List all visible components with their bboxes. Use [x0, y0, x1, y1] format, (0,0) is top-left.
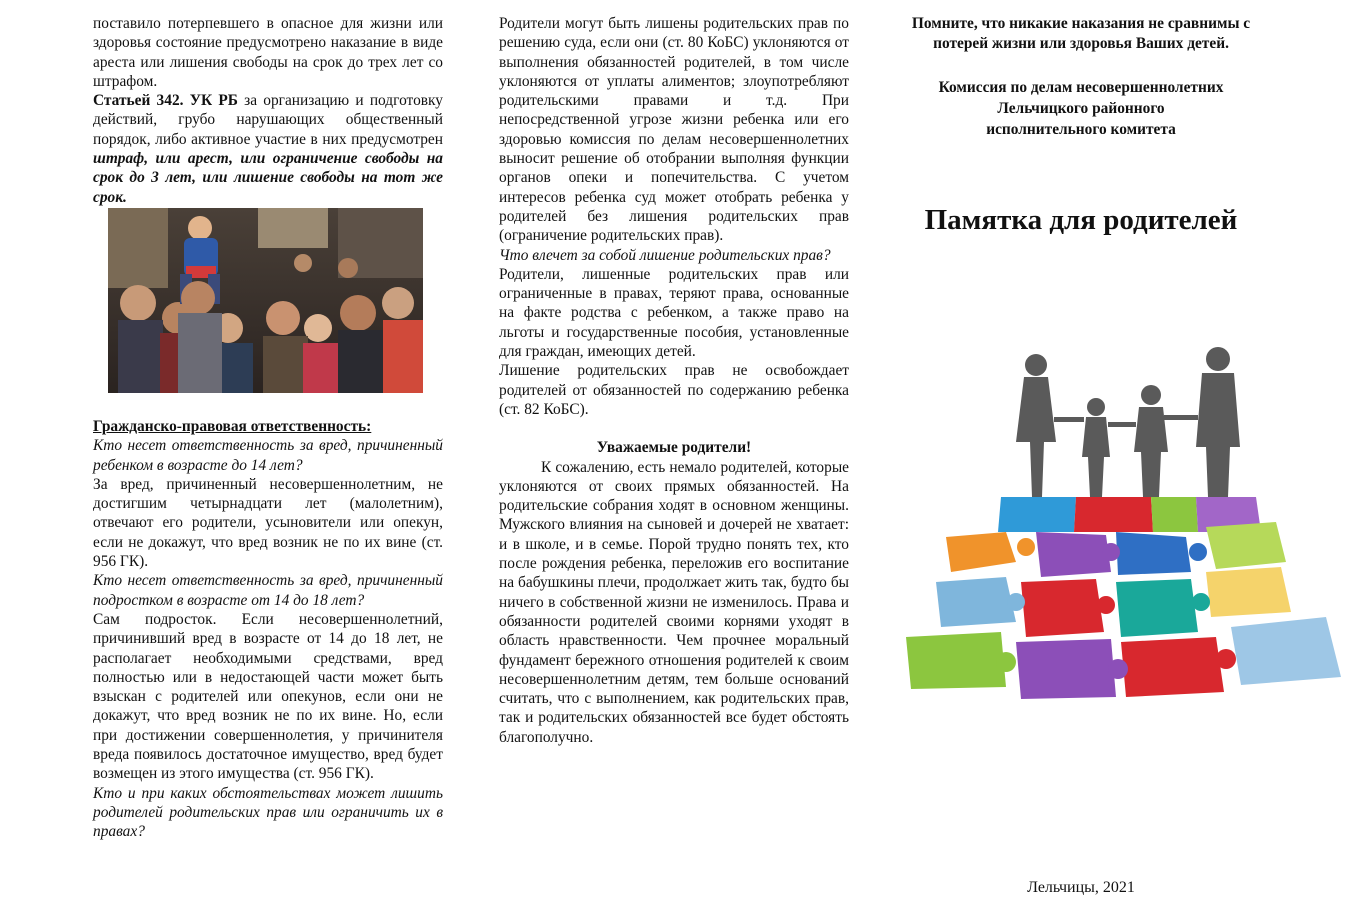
question-consequences: Что влечет за собой лишение родительских прав? [499, 246, 831, 264]
paragraph-support-obligation: Лишение родительских прав не освобождает родителей от обязанностей по содержанию ребенка (ст. 82 КоБС). [499, 362, 849, 418]
family-puzzle-illustration [906, 347, 1344, 707]
commission-block [898, 77, 1264, 140]
article-342-text: за организацию и подготовку действий, грубо нарушающих общественный порядок, либо активное участие в них предусмотрен [93, 92, 443, 148]
puzzle-pieces [906, 497, 1341, 699]
crowd-photo [108, 208, 423, 393]
footer-city-year: Лельчицы, 2021 [1027, 879, 1135, 896]
question-14-to-18: Кто несет ответственность за вред, причиненный подростком в возрасте от 14 до 18 лет? [93, 572, 443, 609]
family-silhouettes [1016, 347, 1240, 497]
commission-line-3: исполнительного комитета [986, 121, 1176, 138]
paragraph-danger-penalty: поставило потерпевшего в опасное для жизни или здоровья состояние предусмотрено наказание в виде ареста или лишения свободы на срок до трех лет со штрафом. [93, 15, 443, 90]
commission-line-1: Комиссия по делам несовершеннолетних [938, 79, 1224, 96]
paragraph-consequences: Родители, лишенные родительских прав или ограниченные в правах, теряют права, основанные на факте родства с ребенком, а также право на льготы и государственные пособия, установленные для граждан, имеющих детей. [499, 265, 849, 361]
article-342-lead: Статьей 342. УК РБ [93, 92, 238, 110]
paragraph-deprivation-grounds: Родители могут быть лишены родительских прав по решению суда, если они (ст. 80 КоБС) уклоняются от выполнения обязанностей родителей, в том числе уклоняются от уплаты алиментов; злоупотребляют родительскими правами и т.д. При непосредственной угрозе жизни ребенка или его здоровью комиссия по делам несовершеннолетних выносит решение об отобрании выполняя функции органов опеки и попечительства. С учетом интересов ребенка суд может отобрать ребенка у родителей без лишения родительских прав (ограничение родительских прав). [499, 15, 849, 245]
answer-under-14: За вред, причиненный несовершеннолетним, не достигшим четырнадцати лет (малолетним), отвечают его родители, усыновители или опекун, если не докажут, что вред возник не по их вине (ст. 956 ГК). [93, 475, 443, 571]
notice-remember: Помните, что никакие наказания не сравнимы с потерей жизни или здоровья Ваших детей. [911, 15, 1251, 52]
article-342-penalty: штраф, или арест, или ограничение свободы на срок до 3 лет, или лишение свободы на тот же срок. [93, 150, 443, 206]
answer-14-to-18: Сам подросток. Если несовершеннолетний, причинивший вред в возрасте от 14 до 18 лет, не располагает необходимыми средствами, вред полностью или в недостающей части может быть взыскан с родителей или опекунов, если они не докажут, что вред возник не по их вине. Но, если при достижении совершеннолетия, у причинителя вреда появилось достаточное имущество, вред будет возмещен из этого имущества (ст. 956 ГК). [93, 610, 443, 783]
commission-line-2: Лельчицкого районного [997, 100, 1165, 117]
paragraph-article-342 [93, 91, 443, 207]
column-middle [499, 14, 849, 747]
question-deprivation: Кто и при каких обстоятельствах может лишить родителей родительских прав или ограничить их в правах? [93, 784, 443, 841]
address-dear-parents: Уважаемые родители! [596, 439, 752, 457]
page-title: Памятка для родителей [924, 204, 1238, 236]
paragraph-appeal: К сожалению, есть немало родителей, которые уклоняются от своих прямых обязанностей. На родительские собрания ходят в основном женщины. Мужского влияния на сыновей и дочерей не хватает: и в школе, и в семье. Порой трудно понять тех, кто после рождения ребенка, переложив его воспитание на бабушкины плечи, продолжает жить так, будто бы ничего в собственной жизни не изменилось. Права и обязанности родителей своими корнями уходят в область нравственности. Чем прочнее моральный фундамент бережного отношения родителей к своим несовершеннолетним детям, тем больше оснований считать, что с выполнением, как родительских прав, так и родительских обязанностей все будет обстоять благополучно. [499, 458, 849, 746]
column-left [93, 14, 443, 842]
civil-liability-heading: Гражданско-правовая ответственность: [93, 417, 372, 435]
question-under-14: Кто несет ответственность за вред, причиненный ребенком в возрасте до 14 лет? [93, 437, 443, 474]
column-right-cover [898, 14, 1264, 238]
